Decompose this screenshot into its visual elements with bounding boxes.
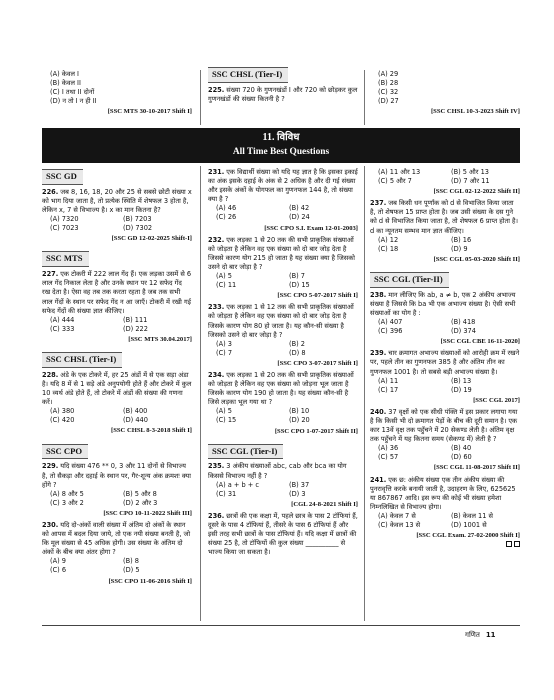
question-236-options — [370, 168, 520, 196]
option-list — [216, 340, 358, 358]
source-tag: [SSC CHSL 10-3-2023 Shift IV] — [430, 108, 520, 116]
source-tag: [SSC MTS 30-10-2017 Shift I] — [107, 108, 192, 116]
option: (C) केवल 13 से — [378, 521, 421, 530]
question-number: 241. — [370, 475, 387, 484]
question-number: 238. — [370, 290, 387, 299]
question-text: एक टोकरी में 222 लाल गेंद हैं। एक लड़का उसमें से 6 लाल गेंद निकाल लेता है और उनके स्थान पर 12 सफेद गेंद रख देता है। ऐसा वह तब तक करता रहता है जब तक सभी लाल गेंदों के स्थान पर सफेद गेंद न आ जाएँ। टोकरी में रखी गई सफेद गेंदों की संख्या ज्ञात कीजिए। — [42, 270, 192, 315]
option: (B) केवल II — [50, 79, 81, 88]
source-tag: [SSC CGL 11-08-2017 Shift II] — [433, 464, 520, 472]
section-heading: SSC CHSL (Tier-I) — [42, 352, 122, 368]
option: (B) 5 और 13 — [451, 168, 489, 176]
option: (D) 1001 से — [451, 521, 487, 530]
option: (D) 5 — [123, 566, 140, 575]
source-tag: [SSC CPO S.I. Exam 12-01-2003] — [264, 224, 358, 232]
column-2 — [208, 168, 358, 560]
option: (D) 7302 — [123, 224, 153, 233]
question-text: एक लड़का 1 से 20 तक की सभी प्राकृतिक संख्याओं को जोड़ता है लेकिन वह एक संख्या को जोड़ना भूल जाता है जिसके कारण योग 190 हो जाता है। यह संख्या कौन-सी है जिसे लड़का भूल गया था ? — [208, 370, 354, 407]
top-col1 — [42, 70, 192, 116]
question-text: चार क्रमागत अभाज्य संख्याओं को आरोही क्रम में रखने पर, पहले तीन का गुणनफल 385 है और अंतिम तीन का गुणनफल 1001 है। तो सबसे बड़ी अभाज्य संख्या है। — [370, 349, 520, 376]
option-list — [216, 407, 358, 425]
page-number: 11 — [485, 631, 496, 639]
question-239 — [370, 349, 520, 405]
option: (C) 26 — [216, 213, 237, 222]
option: (A) 7320 — [50, 215, 79, 224]
column-divider — [200, 70, 201, 125]
footer-rule — [42, 625, 520, 626]
option: (A) 8 और 5 — [50, 489, 84, 498]
question-text: 3 अंकीय संख्याओं abc, cab और bca का योग किससे विभाज्य नहीं है ? — [208, 462, 347, 480]
question-number: 228. — [42, 370, 59, 379]
source-tag: [SSC GD 12-02-2025 Shift-I] — [111, 235, 192, 243]
option-list — [378, 236, 520, 254]
option: (A) 9 — [50, 557, 66, 566]
option: (D) 2 और 3 — [123, 498, 158, 507]
question-number: 226. — [42, 187, 59, 196]
source-tag: [SSC CPO 1-07-2017 Shift II] — [274, 427, 358, 435]
question-number: 235. — [208, 462, 225, 471]
option: (D) 440 — [123, 416, 148, 425]
source-tag: [SSC CHSL 8-3-2018 Shift I] — [111, 427, 192, 435]
question-number: 233. — [208, 303, 225, 312]
section-heading: SSC CGL (Tier-I) — [208, 444, 283, 460]
question-text: अंडे के एक टोकरे में, हर 25 अंडों में से एक सड़ा अंडा है। यदि 8 में से 1 सड़े अंडे अनुपयोगी होते हैं और टोकरे में कुल 10 व्यर्थ अंडे होते हैं, तो टोकरे में अंडों की संख्या की गणना करें। — [42, 370, 192, 407]
question-text: 37 वृक्षों को एक सीधी पंक्ति में इस प्रकार लगाया गया है कि किसी भी दो क्रमागत पेड़ों के बीच की दूरी समान है। एक कार 13वें वृक्ष तक पहुँचने में 20 सेकण्ड लेती है। अंतिम वृक्ष तक पहुँचने में यह कितना समय (सेकण्ड में) लेती है ? — [370, 407, 518, 444]
option: (A) 380 — [50, 407, 75, 416]
question-text: एक छ: अंकीय संख्या एक तीन अंकीय संख्या की पुनरावृत्ति करके बनायी जाती है, उदाहरण के लिए, 625625 या 867867 आदि। इस रूप की कोई भी संख्या हमेशा निम्नलिखित से विभाज्य होगा। — [370, 475, 516, 511]
option: (B) 8 — [123, 557, 139, 566]
page-footer — [465, 631, 496, 641]
option: (C) I तथा II दोनों — [50, 88, 95, 97]
option: (C) 3 और 2 — [50, 498, 84, 507]
option-list — [50, 70, 192, 106]
end-marker — [370, 540, 520, 549]
option: (A) 46 — [216, 204, 237, 213]
question-number: 237. — [370, 199, 387, 208]
option: (A) 36 — [378, 444, 399, 453]
option: (A) 5 — [216, 407, 232, 416]
question-number: 229. — [42, 462, 59, 471]
column-divider — [364, 70, 365, 125]
question-225 — [208, 86, 358, 104]
option: (A) 407 — [378, 318, 403, 327]
section-heading: SSC MTS — [42, 251, 89, 267]
option-list — [378, 512, 520, 530]
top-col3 — [370, 70, 520, 116]
section-heading: SSC CPO — [42, 444, 88, 460]
option: (D) 15 — [289, 281, 310, 290]
question-text: एक लड़का 1 से 12 तक की सभी प्राकृतिक संख्याओं को जोड़ता है लेकिन वह एक संख्या को दो बार जोड़ देता है जिसके कारण योग 80 हो जाता है। यह कौन-सी संख्या है जिसको उसने दो बार जोड़ा है ? — [208, 303, 354, 339]
option: (B) 42 — [289, 204, 310, 213]
question-number: 230. — [42, 520, 59, 529]
source-tag: [SSC CPO 11-06-2016 Shift I] — [108, 577, 192, 585]
option: (A) a + b + c — [216, 480, 260, 489]
question-237 — [370, 199, 520, 264]
option: (C) 333 — [50, 324, 75, 333]
question-text: यदि संख्या 476 ** 0, 3 और 11 दोनों से विभाज्य है, तो सैकड़ा और दहाई के स्थान पर, गैर-शून्य अंक क्रमशः क्या होंगे ? — [42, 462, 191, 489]
option: (D) 24 — [289, 213, 310, 222]
option: (C) 11 — [216, 281, 237, 290]
question-238 — [370, 291, 520, 347]
option: (A) 11 और 13 — [378, 168, 421, 176]
option: (B) केवल 11 से — [451, 511, 494, 520]
question-text: एक विद्यार्थी संख्या को यदि यह ज्ञात है कि इसका इकाई का अंक इसके दहाई के अंक से 2 अधिक है और दी गई संख्या और इसके अंकों के योगफल का गुणनफल 144 है, तो संख्या क्या है ? — [208, 168, 358, 204]
question-number: 240. — [370, 407, 387, 416]
question-text: यदि दो-अंकों वाली संख्या में अंतिम दो अंकों के स्थान को आपस में बदल दिया जाये, तो एक नयी संख्या बनती है, जो कि मूल संख्या से 45 अधिक होगी। उस संख्या के अंतिम दो अंकों के बीच क्या अंतर होगा ? — [42, 520, 191, 557]
option: (C) 396 — [378, 327, 403, 336]
option: (C) 7023 — [50, 224, 79, 233]
option: (D) 60 — [451, 453, 472, 462]
option: (D) 374 — [451, 327, 476, 336]
question-228 — [42, 371, 192, 436]
option: (D) 19 — [451, 385, 472, 394]
question-241 — [370, 476, 520, 550]
option-list — [378, 168, 520, 186]
question-number: 225. — [208, 85, 225, 94]
option-list — [216, 204, 358, 222]
question-227 — [42, 270, 192, 344]
question-text: छात्रों की एक कक्षा में, पहले छात्र के पास 2 टॉफियां हैं, दूसरे के पास 4 टॉफियां हैं, तीसरे के पास 6 टॉफियां हैं और इसी तरह सभी छात्रों के पास टॉफियां हैं। यदि कक्षा में छात्रों की संख्या 25 है, तो टॉफियों की कुल संख्या __________ से भाज्य किया जा सकता है। — [208, 511, 358, 557]
source-tag: [SSC CGL 02-12-2022 Shift II] — [433, 188, 520, 196]
section-heading: SSC CGL (Tier-II) — [370, 272, 449, 288]
question-text: मान लीजिए कि ab, a ≠ b, एक 2 अंकीय अभाज्य संख्या है जिससे कि ba भी एक अभाज्य संख्या है। ऐसी सभी संख्याओं का योग है : — [370, 290, 516, 317]
option-list — [216, 272, 358, 290]
option: (B) 16 — [451, 235, 472, 244]
source-tag: [SSC CGL 05-03-2020 Shift II] — [433, 255, 520, 263]
section-heading: SSC CHSL (Tier-I) — [208, 67, 288, 83]
question-text: जब 8, 16, 18, 20 और 25 से सबसे छोटी संख्या x को भाग दिया जाता है, तो प्रत्येक स्थिति में शेषफल 3 होता है, लेकिन x, 7 से विभाज्य है। x का मान कितना है? — [42, 187, 192, 215]
option: (B) 111 — [123, 315, 148, 324]
option: (D) 27 — [378, 97, 399, 106]
option: (B) 28 — [378, 79, 399, 88]
question-240 — [370, 408, 520, 473]
option: (D) 8 — [289, 348, 306, 357]
option-list — [50, 557, 192, 575]
option: (A) 11 — [378, 376, 399, 385]
question-233 — [208, 303, 358, 368]
option: (C) 31 — [216, 489, 237, 498]
question-229 — [42, 462, 192, 518]
option: (D) 7 और 11 — [451, 177, 490, 186]
option-list — [216, 481, 358, 499]
question-232 — [208, 236, 358, 301]
option: (A) 444 — [50, 315, 75, 324]
column-3 — [370, 168, 520, 552]
option: (A) 12 — [378, 235, 399, 244]
option: (A) 5 — [216, 272, 232, 281]
option: (C) 32 — [378, 88, 399, 97]
option: (C) 17 — [378, 385, 399, 394]
option: (B) 40 — [451, 444, 472, 453]
question-number: 236. — [208, 511, 225, 520]
source-tag: [SSC CGL Exam. 27-02-2000 Shift I] — [416, 532, 520, 540]
question-number: 239. — [370, 349, 387, 358]
option: (A) केवल I — [50, 70, 79, 78]
question-235 — [208, 462, 358, 508]
option: (B) 13 — [451, 376, 472, 385]
option-list — [378, 318, 520, 336]
chapter-subtitle: All Time Best Questions — [232, 146, 330, 157]
option-list — [378, 377, 520, 395]
question-number: 227. — [42, 270, 59, 279]
source-tag: [SSC CPO 5-07-2017 Shift I] — [277, 292, 358, 300]
option-list — [50, 316, 192, 334]
question-number: 231. — [208, 168, 225, 176]
footer-subject: गणित — [465, 631, 480, 639]
option: (C) 18 — [378, 244, 399, 253]
option: (D) 3 — [289, 489, 306, 498]
question-230 — [42, 521, 192, 586]
column-divider — [200, 166, 201, 621]
column-1 — [42, 164, 192, 589]
option: (B) 10 — [289, 407, 310, 416]
source-tag: [SSC CPO 3-07-2017 Shift I] — [277, 359, 358, 367]
source-tag: [CGL 24-8-2021 Shift I] — [291, 500, 358, 508]
question-text: जब किसी धन पूर्णांक को d से विभाजित किया जाता है, तो शेषफल 15 प्राप्त होता है। जब उसी संख्या के दस गुने को d से विभाजित किया जाता है, तो शेषफल 6 प्राप्त होता है। d का न्यूनतम सम्भव मान ज्ञात कीजिए। — [370, 199, 519, 235]
option: (C) 5 और 7 — [378, 177, 412, 186]
question-number: 232. — [208, 235, 225, 244]
source-tag: [SSC CPO 10-11-2022 Shift III] — [103, 509, 192, 517]
source-tag: [SSC CGL 2017] — [473, 396, 520, 404]
option: (C) 420 — [50, 416, 75, 425]
option: (A) 29 — [378, 70, 399, 78]
source-tag: [SSC MTS 30.04.2017] — [128, 335, 192, 343]
option: (B) 5 और 8 — [123, 489, 157, 498]
question-text: संख्या 720 के गुणनखंडों I और 720 को छोड़कर कुल गुणनखंडों की संख्या कितनी है ? — [208, 85, 358, 103]
option: (B) 2 — [289, 339, 305, 348]
option: (C) 7 — [216, 348, 233, 357]
top-col2 — [208, 67, 358, 107]
section-heading: SSC GD — [42, 169, 83, 185]
source-tag: [SSC CGL CBE 16-11-2020] — [440, 338, 520, 346]
option: (C) 15 — [216, 416, 237, 425]
question-226 — [42, 188, 192, 244]
option: (A) केवल 7 से — [378, 511, 416, 520]
option: (C) 57 — [378, 453, 399, 462]
option-list — [378, 70, 520, 106]
option: (B) 37 — [289, 480, 310, 489]
option: (B) 418 — [451, 318, 476, 327]
question-236 — [208, 512, 358, 557]
option-list — [50, 490, 192, 508]
question-number: 234. — [208, 370, 225, 379]
chapter-banner — [42, 128, 520, 163]
option: (D) 222 — [123, 324, 148, 333]
chapter-title: 11. विविध — [262, 132, 300, 143]
option: (C) 6 — [50, 566, 67, 575]
question-231 — [208, 168, 358, 233]
question-text: एक लड़का 1 से 20 तक की सभी प्राकृतिक संख्याओं को जोड़ता है लेकिन वह एक संख्या को दो बार जोड़ देता है जिससे कारण योग 215 हो जाता है यह संख्या क्या है जिसको उसने दो बार जोड़ा है ? — [208, 235, 355, 271]
option-list — [378, 444, 520, 462]
option: (A) 3 — [216, 339, 232, 348]
option: (B) 7203 — [123, 215, 152, 224]
question-234 — [208, 371, 358, 436]
option: (D) 20 — [289, 416, 310, 425]
column-divider — [364, 166, 365, 621]
option: (B) 7 — [289, 272, 305, 281]
option-list — [50, 215, 192, 233]
option: (D) 9 — [451, 244, 468, 253]
option: (D) न तो I न ही II — [50, 97, 97, 106]
option-list — [50, 407, 192, 425]
option: (B) 400 — [123, 407, 148, 416]
